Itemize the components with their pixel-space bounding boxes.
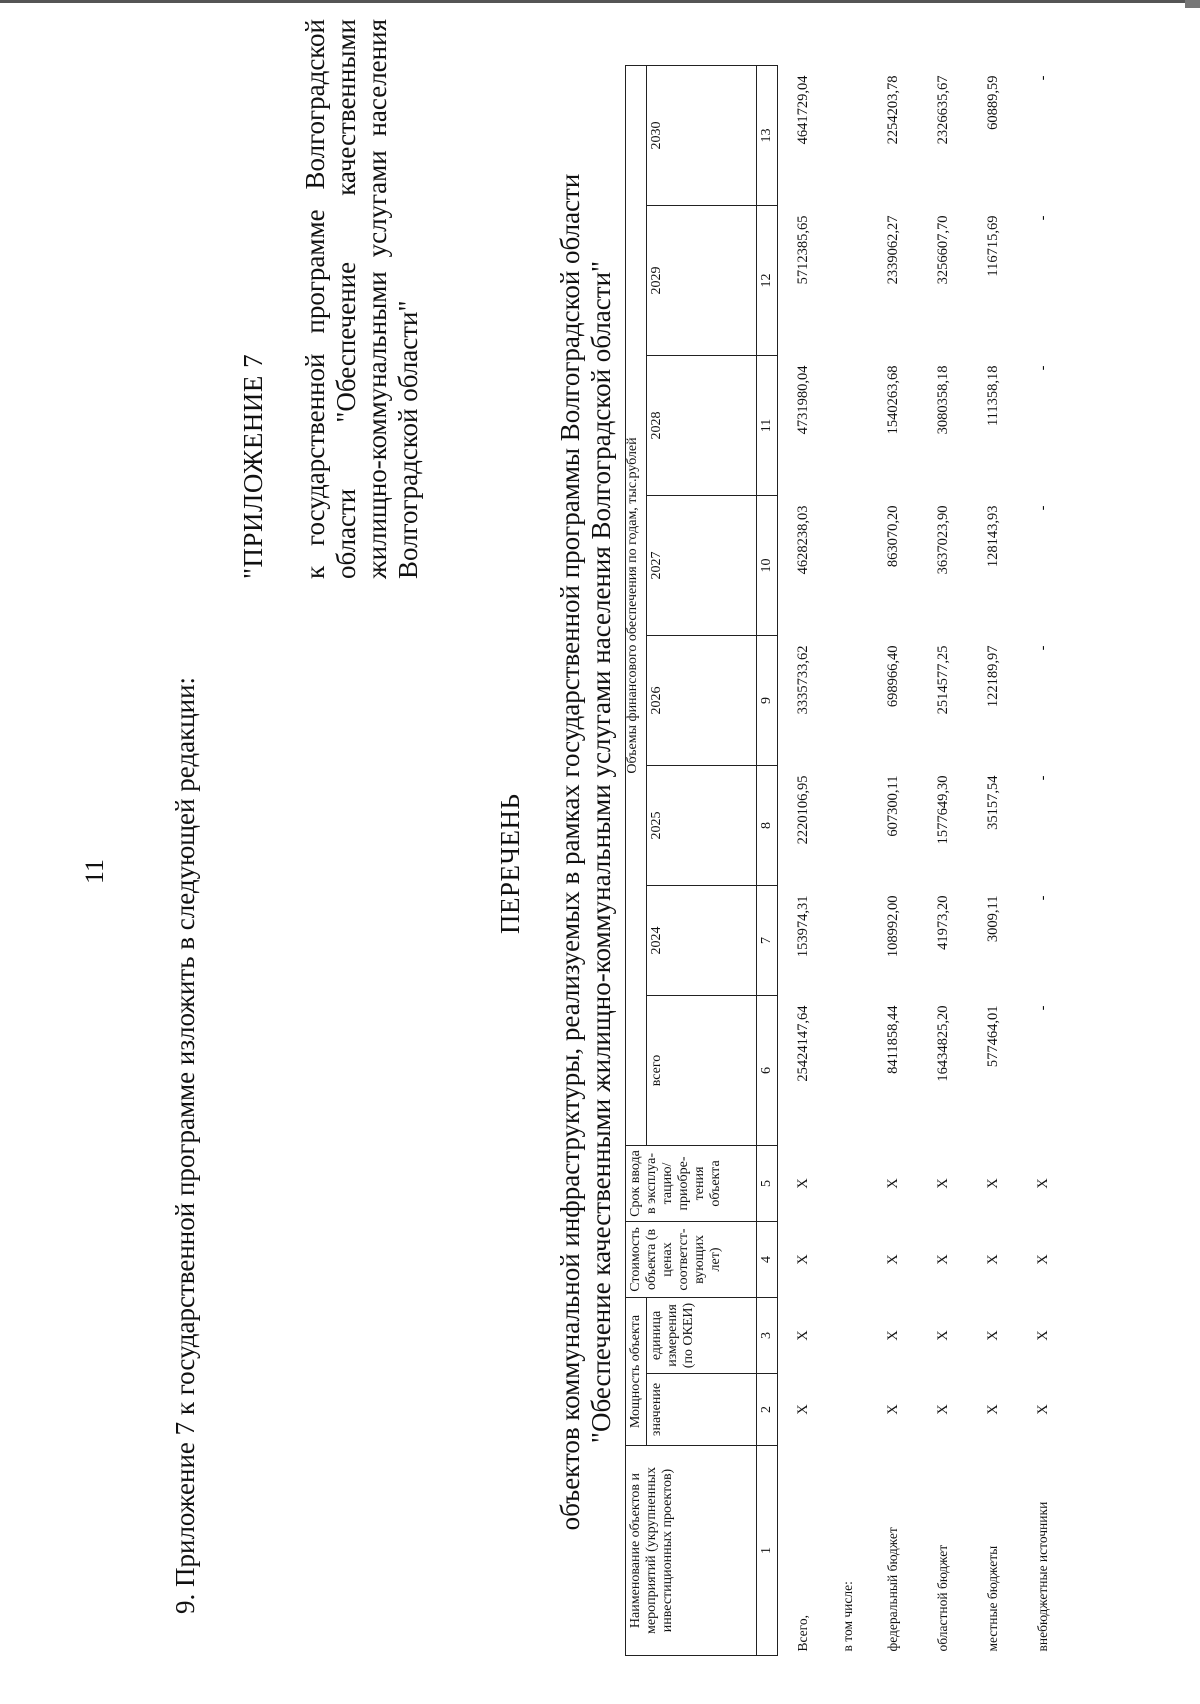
list-heading: ПЕРЕЧЕНЬ	[495, 793, 525, 934]
appendix-note: к государственной программе Волгоградской области "Обеспечение качественными жилищно-коммунальными услугами населения Волгоградской области"	[300, 19, 423, 579]
row-2030: 4641729,04	[794, 75, 811, 145]
row-total: 577464,01	[984, 1005, 1001, 1068]
row-2029: 116715,69	[984, 215, 1001, 277]
row-cost: X	[984, 1254, 1001, 1265]
row-total: 25424147,64	[794, 1005, 811, 1082]
row-2026: 122189,97	[984, 645, 1001, 708]
col-number: 7	[757, 885, 778, 995]
header-term: Срок ввода в эксплуа-тацию/ приобре-тения объекта	[626, 1145, 757, 1221]
col-number: 10	[757, 495, 778, 635]
header-cost: Стоимость объекта (в ценах соответст-вующих лет)	[626, 1221, 757, 1297]
table-row	[968, 65, 1018, 1655]
header-2025: 2025	[647, 765, 757, 885]
row-cost: X	[1034, 1254, 1051, 1265]
row-term: X	[884, 1178, 901, 1189]
row-2025: -	[1034, 775, 1051, 781]
row-2029: 3256607,70	[934, 215, 951, 285]
table-row	[1018, 65, 1068, 1655]
row-cost: X	[934, 1254, 951, 1265]
row-capacity-unit: X	[884, 1330, 901, 1341]
row-2026: -	[1034, 645, 1051, 651]
row-2026: 2514577,25	[934, 645, 951, 715]
header-total: всего	[647, 995, 757, 1145]
table-row-subheading	[828, 65, 868, 1655]
row-2027: 128143,93	[984, 505, 1001, 568]
row-name: Всего,	[795, 1615, 810, 1652]
row-2028: 111358,18	[984, 365, 1001, 427]
appendix-title: "ПРИЛОЖЕНИЕ 7	[238, 353, 268, 579]
row-capacity-value: X	[1034, 1404, 1051, 1415]
col-number: 3	[757, 1297, 778, 1373]
row-total: 8411858,44	[884, 1005, 901, 1074]
page-number: 11	[80, 858, 109, 884]
col-number: 1	[757, 1446, 778, 1656]
header-name: Наименование объектов и мероприятий (укрупненных инвестиционных проектов)	[626, 1446, 757, 1656]
row-2025: 35157,54	[984, 775, 1001, 830]
row-total: -	[1034, 1005, 1051, 1011]
row-term: X	[1034, 1178, 1051, 1189]
row-2030: 2326635,67	[934, 75, 951, 145]
row-capacity-unit: X	[794, 1330, 811, 1341]
row-term: X	[934, 1178, 951, 1189]
row-2025: 1577649,30	[934, 775, 951, 845]
row-2028: 3080358,18	[934, 365, 951, 435]
row-capacity-value: X	[984, 1404, 1001, 1415]
col-number: 8	[757, 765, 778, 885]
row-2027: 4628238,03	[794, 505, 811, 575]
row-name: федеральный бюджет	[885, 1527, 900, 1652]
row-2025: 607300,11	[884, 775, 901, 837]
row-capacity-unit: X	[934, 1330, 951, 1341]
header-2028: 2028	[647, 355, 757, 495]
row-2029: -	[1034, 215, 1051, 221]
row-2025: 2220106,95	[794, 775, 811, 845]
row-2030: 2254203,78	[884, 75, 901, 145]
list-subtitle-2: "Обеспечение качественными жилищно-коммунальными услугами населения Волгоградской области"	[586, 260, 616, 1444]
in-that-number-label: в том числе:	[840, 1581, 855, 1652]
header-finance: Объемы финансового обеспечения по годам, тыс.рублей	[626, 65, 647, 1145]
row-2024: 153974,31	[794, 895, 811, 958]
list-subtitle-1: объектов коммунальной инфраструктуры, реализуемых в рамках государственной программы Волгоградской области	[555, 173, 585, 1531]
row-2030: -	[1034, 75, 1051, 81]
col-number: 9	[757, 635, 778, 765]
header-capacity: Мощность объекта	[626, 1297, 647, 1445]
row-capacity-value: X	[794, 1404, 811, 1415]
header-capacity-unit: единица измерения (по ОКЕИ)	[647, 1297, 757, 1373]
intro-text: 9. Приложение 7 к государственной программе изложить в следующей редакции:	[170, 676, 200, 1614]
col-number: 11	[757, 355, 778, 495]
header-2029: 2029	[647, 205, 757, 355]
row-name: внебюджетные источники	[1035, 1501, 1050, 1652]
row-term: X	[984, 1178, 1001, 1189]
col-number: 6	[757, 995, 778, 1145]
row-2024: -	[1034, 895, 1051, 901]
row-term: X	[794, 1178, 811, 1189]
row-2028: 4731980,04	[794, 365, 811, 435]
col-number: 2	[757, 1374, 778, 1446]
row-2027: 3637023,90	[934, 505, 951, 575]
header-2024: 2024	[647, 885, 757, 995]
row-cost: X	[884, 1254, 901, 1265]
row-capacity-unit: X	[984, 1330, 1001, 1341]
row-total: 16434825,20	[934, 1005, 951, 1082]
row-capacity-value: X	[934, 1404, 951, 1415]
row-2026: 3335733,62	[794, 645, 811, 715]
table-row-total	[778, 65, 829, 1655]
row-2030: 60889,59	[984, 75, 1001, 130]
header-2027: 2027	[647, 495, 757, 635]
row-2026: 698966,40	[884, 645, 901, 708]
row-2029: 2339062,27	[884, 215, 901, 285]
row-name: местные бюджеты	[985, 1545, 1000, 1652]
row-2024: 3009,11	[984, 895, 1001, 943]
row-capacity-unit: X	[1034, 1330, 1051, 1341]
row-2027: 863070,20	[884, 505, 901, 568]
col-number: 4	[757, 1221, 778, 1297]
row-2028: -	[1034, 365, 1051, 371]
row-name: областной бюджет	[935, 1544, 950, 1652]
header-capacity-value: значение	[647, 1374, 757, 1446]
infrastructure-table	[625, 65, 1068, 1656]
col-number: 13	[757, 65, 778, 205]
col-number: 12	[757, 205, 778, 355]
header-2026: 2026	[647, 635, 757, 765]
table-row	[918, 65, 968, 1655]
table-row	[868, 65, 918, 1655]
row-2024: 41973,20	[934, 895, 951, 950]
row-capacity-value: X	[884, 1404, 901, 1415]
row-2024: 108992,00	[884, 895, 901, 958]
row-2027: -	[1034, 505, 1051, 511]
row-cost: X	[794, 1254, 811, 1265]
row-2029: 5712385,65	[794, 215, 811, 285]
row-2028: 1540263,68	[884, 365, 901, 435]
header-2030: 2030	[647, 65, 757, 205]
col-number: 5	[757, 1145, 778, 1221]
